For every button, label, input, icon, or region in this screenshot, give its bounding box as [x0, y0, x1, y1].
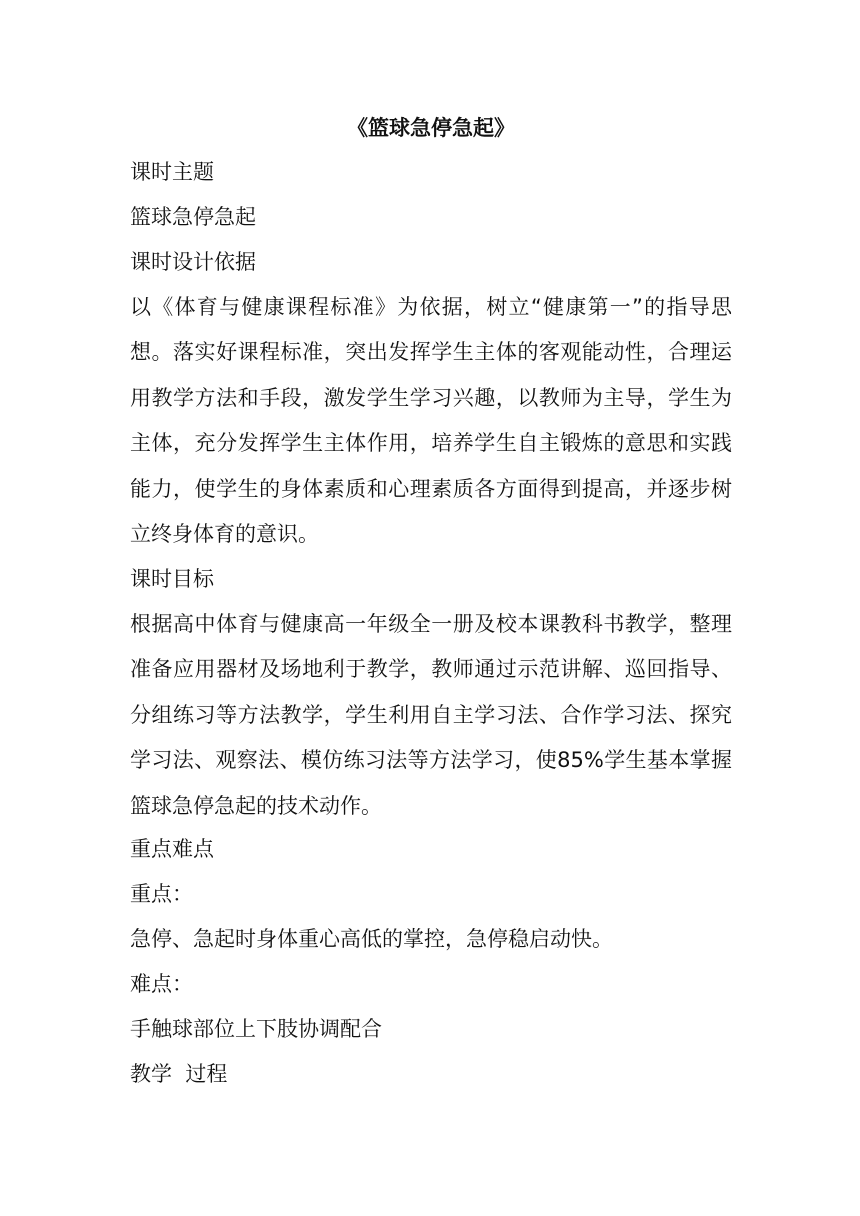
key-point-label: 重点： [130, 882, 193, 906]
difficulty-label: 难点： [130, 972, 193, 996]
document-title: 《篮球急停急起》 [347, 116, 515, 140]
basis-paragraph: 以《体育与健康课程标准》为依据，树立“健康第一”的指导思想。落实好课程标准，突出发挥学生主体的客观能动性，合理运用教学方法和手段，激发学生学习兴趣，以教师为主导，学生为主体，充分发挥学生主体作用，培养学生自主锻炼的意思和实践能力，使学生的身体素质和心理素质各方面得到提高，并逐步树立终身体育的意识。 [130, 295, 732, 547]
theme-text: 篮球急停急起 [130, 205, 256, 229]
section-heading-key: 重点难点 [130, 837, 214, 861]
section-heading-basis: 课时设计依据 [130, 250, 256, 274]
key-point-text: 急停、急起时身体重心高低的掌控，急停稳启动快。 [130, 927, 613, 951]
goal-paragraph: 根据高中体育与健康高一年级全一册及校本课教科书教学，整理准备应用器材及场地利于教学，教师通过示范讲解、巡回指导、分组练习等方法教学，学生利用自主学习法、合作学习法、探究学习法、观察法、模仿练习法等方法学习，使85%学生基本掌握篮球急停急起的技术动作。 [130, 612, 732, 818]
section-heading-process: 教学 过程 [130, 1062, 228, 1086]
section-heading-goal: 课时目标 [130, 567, 214, 591]
difficulty-text: 手触球部位上下肢协调配合 [130, 1017, 382, 1041]
section-heading-theme: 课时主题 [130, 160, 214, 184]
